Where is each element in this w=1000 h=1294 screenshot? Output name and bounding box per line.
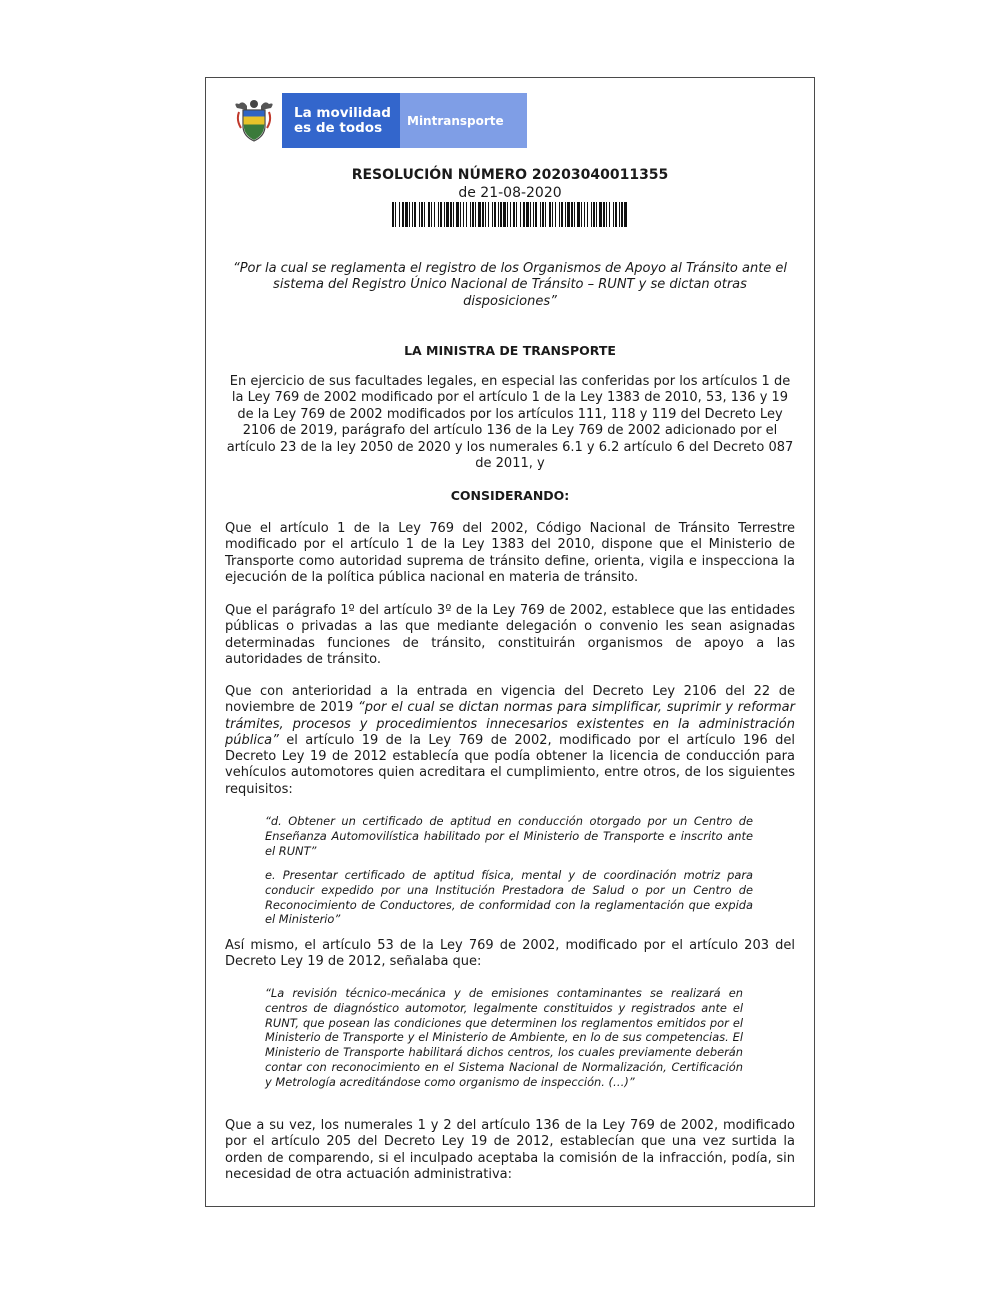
mintransporte-logo-banner	[225, 93, 527, 148]
logo-ministry: Mintransporte	[400, 93, 527, 148]
considerando-paragraph-2: Que el parágrafo 1º del artículo 3º de la Ley 769 de 2002, establece que las entidades públicas o privadas a las que mediante delegación o convenio les sean asignadas determinadas funciones de tránsito, constituirán organismos de apoyo a las autoridades de tránsito.	[225, 603, 795, 667]
considerando-paragraph-4: Así mismo, el artículo 53 de la Ley 769 de 2002, modificado por el artículo 203 del Decreto Ley 19 de 2012, señalaba que:	[225, 938, 795, 970]
coat-of-arms-icon	[225, 93, 282, 148]
issuing-authority: LA MINISTRA DE TRANSPORTE	[404, 343, 616, 358]
quote-article-53: “La revisión técnico-mecánica y de emisiones contaminantes se realizará en centros de diagnóstico automotor, legalmente constituidos y registrados ante el RUNT, que posean las condiciones que determinen los reglamentos emitidos por el Ministerio de Transporte y el Ministerio de Ambiente, en lo de sus competencias. El Ministerio de Transporte habilitará dichos centros, los cuales previamente deberán contar con reconocimiento en el Sistema Nacional de Normalización, Certificación y Metrología acreditándose como organismo de inspección. (…)”	[265, 986, 743, 1089]
quote-requirement-d: “d. Obtener un certificado de aptitud en conducción otorgado por un Centro de Enseñanza Automovilística habilitado por el Ministerio de Transporte e inscrito ante el RUNT”	[265, 814, 753, 858]
paragraph-3-start: Que con anterioridad a la entrada en vigencia del Decreto Ley 2106 del 22 de noviembre de 2019	[225, 684, 795, 716]
logo-slogan-line2: es de todos	[294, 119, 383, 136]
logo-slogan-line1: La movilidad	[294, 104, 391, 121]
preamble-paragraph: En ejercicio de sus facultades legales, en especial las conferidas por los artículos 1 de la Ley 769 de 2002 modificado por el artículo 1 de la Ley 1383 de 2010, 53, 136 y 19 de la Ley 769 de 2002 modificados por los artículos 111, 118 y 119 del Decreto Ley 2106 de 2019, parágrafo del artículo 136 de la Ley 769 de 2002 adicionado por el artículo 23 de la ley 2050 de 2020 y los numerales 6.1 y 6.2 artículo 6 del Decreto 087 de 2011, y	[226, 374, 794, 472]
considerando-paragraph-1: Que el artículo 1 de la Ley 769 del 2002, Código Nacional de Tránsito Terrestre modificado por el artículo 1 de la Ley 1383 del 2010, dispone que el Ministerio de Transporte como autoridad suprema de tránsito define, orienta, vigila e inspecciona la ejecución de la política pública nacional en materia de tránsito.	[225, 521, 795, 585]
considerando-heading: CONSIDERANDO:	[450, 488, 570, 503]
considerando-paragraph-5: Que a su vez, los numerales 1 y 2 del artículo 136 de la Ley 769 de 2002, modificado por el artículo 205 del Decreto Ley 19 de 2012, establecían que una vez surtida la orden de comparendo, si el inculpado aceptaba la comisión de la infracción, podía, sin necesidad de otra actuación administrativa:	[225, 1118, 795, 1182]
logo-slogan	[282, 93, 400, 148]
barcode-icon	[392, 202, 628, 227]
quote-requirement-e: e. Presentar certificado de aptitud física, mental y de coordinación motriz para conducir expedido por una Institución Prestadora de Salud o por un Centro de Reconocimiento de Conductores, de conformidad con la reglamentación que expida el Ministerio”	[265, 868, 753, 927]
paragraph-3-end: el artículo 19 de la Ley 769 de 2002, modificado por el artículo 196 del Decreto Ley 19 de 2012 establecía que podía obtener la licencia de conducción para vehículos automotores quien acreditara el cumplimiento, entre otros, de los siguientes requisitos:	[225, 732, 795, 797]
resolution-epigraph: “Por la cual se reglamenta el registro de los Organismos de Apoyo al Tránsito ante el sistema del Registro Único Nacional de Tránsito – RUNT y se dictan otras disposiciones”	[232, 261, 788, 309]
considerando-paragraph-3	[225, 684, 795, 798]
resolution-date: de 21-08-2020	[458, 185, 562, 201]
resolution-title: RESOLUCIÓN NÚMERO 20203040011355	[351, 167, 669, 183]
paragraph-3-decree-title: “por el cual se dictan normas para simplificar, suprimir y reformar trámites, procesos y procedimientos innecesarios existentes en la administración pública”	[225, 700, 795, 748]
